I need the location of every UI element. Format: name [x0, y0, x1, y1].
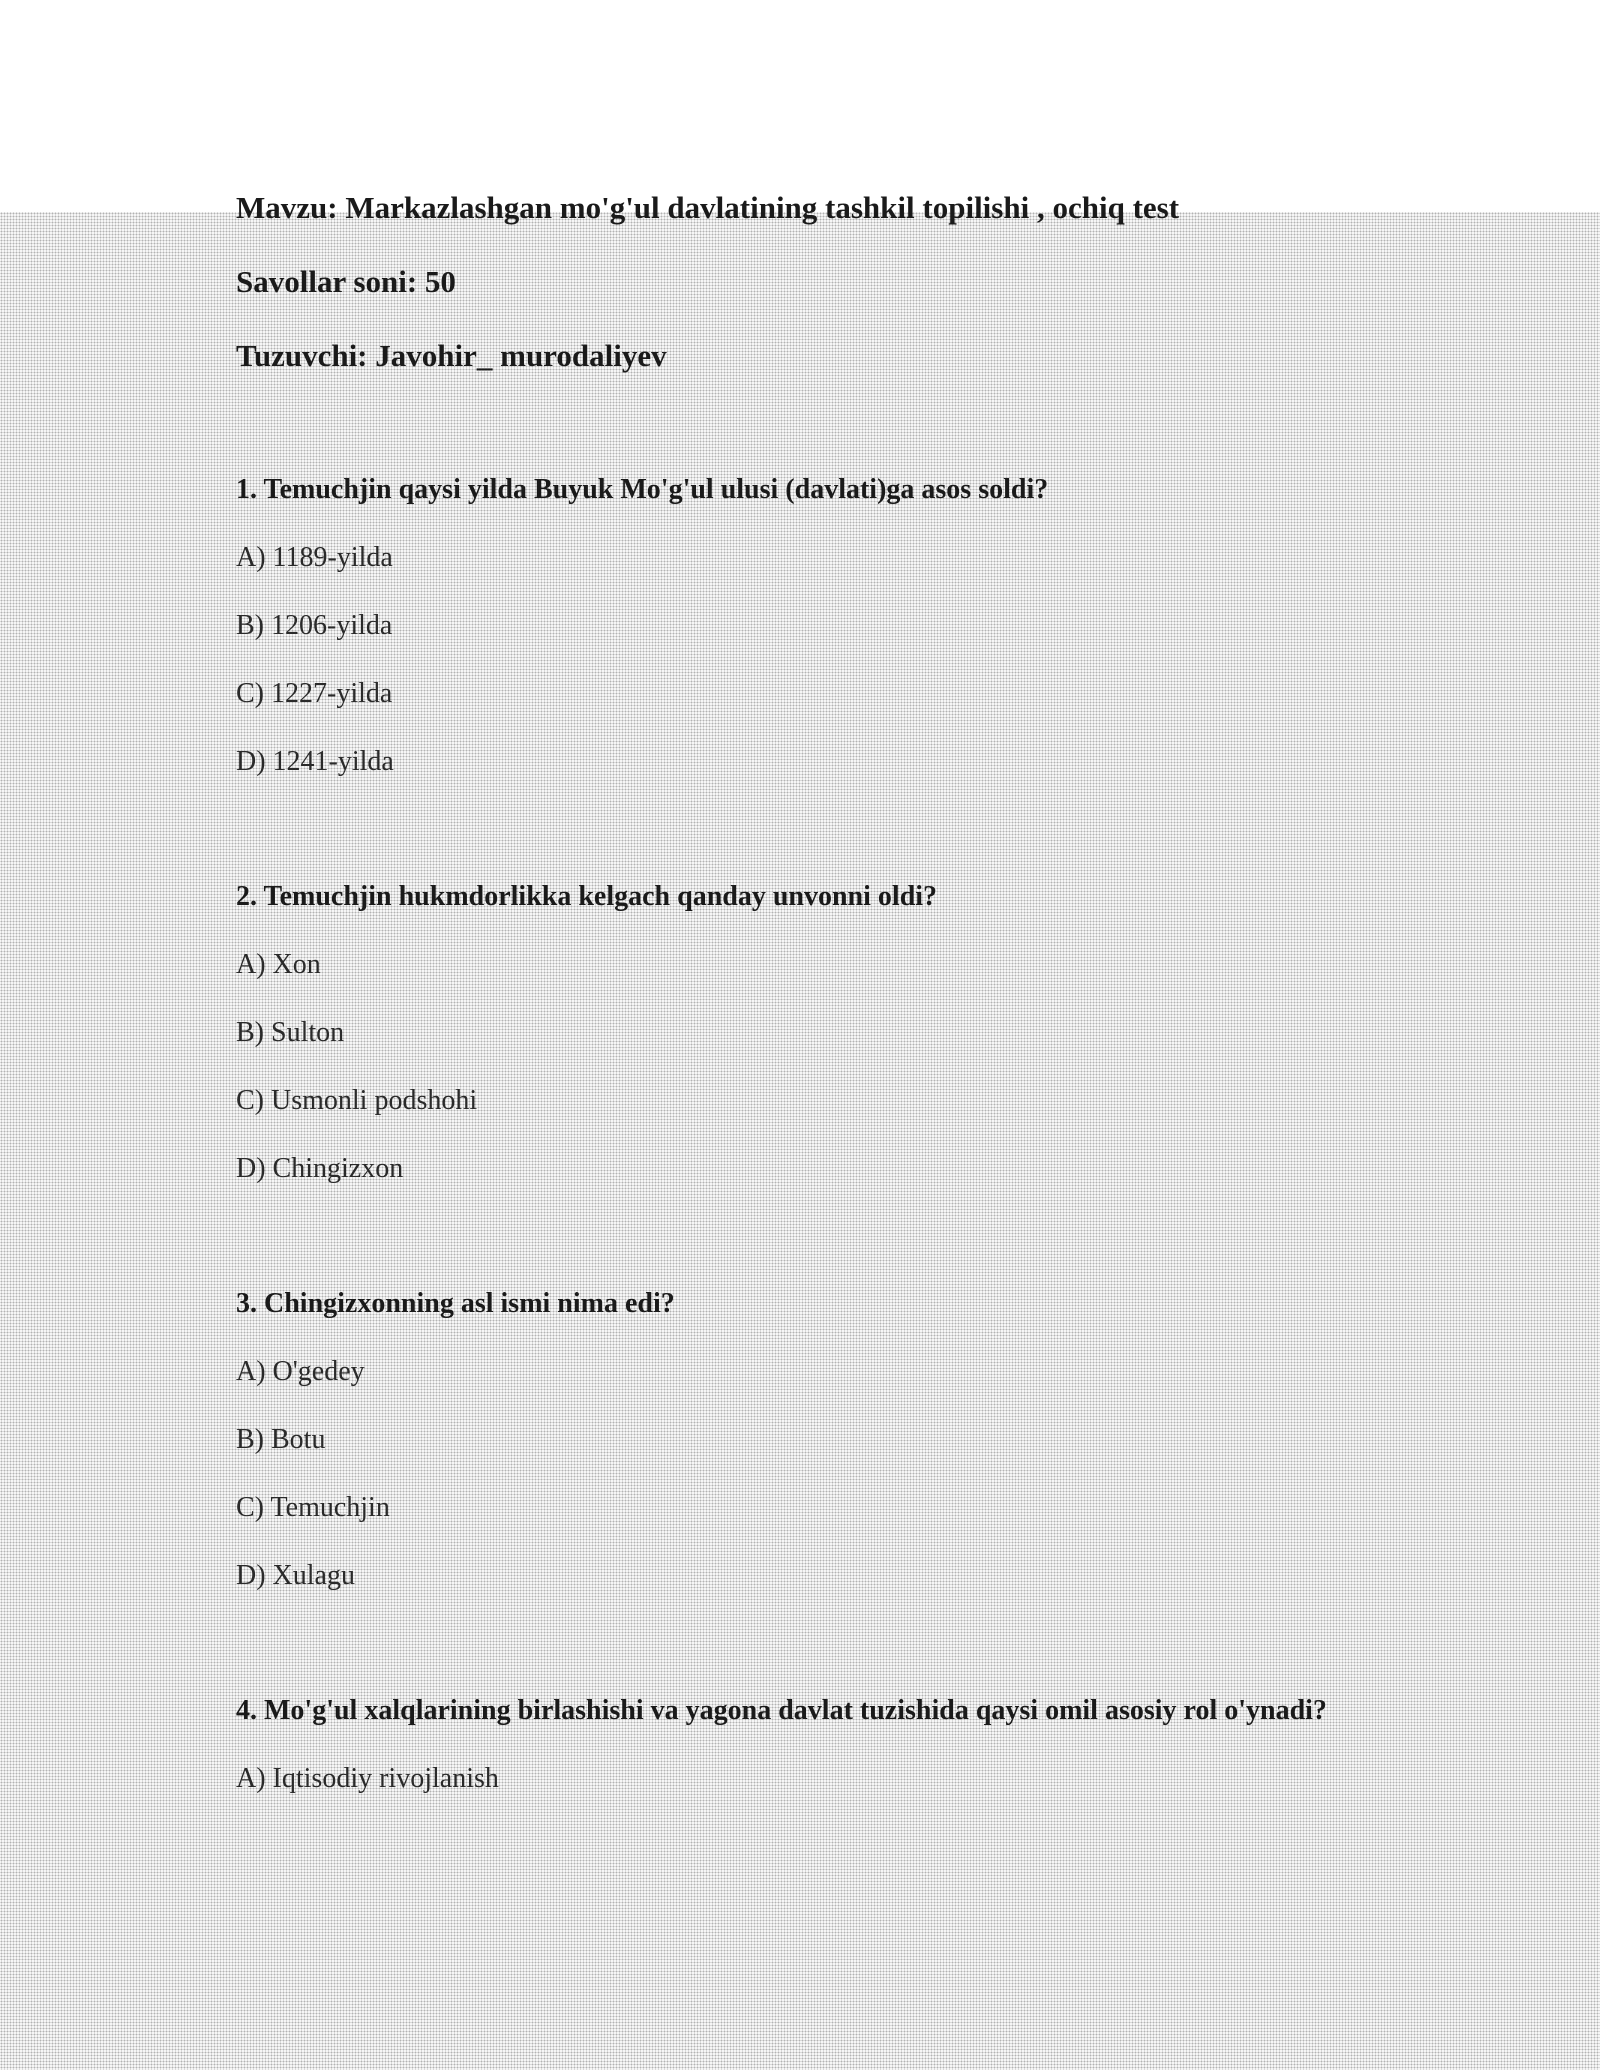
question-text: 4. Mo'g'ul xalqlarining birlashishi va yagona davlat tuzishida qaysi omil asosiy rol o'ynadi? — [236, 1695, 1327, 1726]
option-c: C) Usmonli podshohi — [236, 1085, 478, 1116]
question-text: 1. Temuchjin qaysi yilda Buyuk Mo'g'ul ulusi (davlati)ga asos soldi? — [236, 474, 1049, 505]
option-a: A) Xon — [236, 949, 321, 980]
option-d: D) Xulagu — [236, 1560, 355, 1591]
document-header — [236, 188, 1356, 376]
option-b: B) Botu — [236, 1424, 326, 1455]
page-top-margin — [0, 0, 1600, 212]
question-4 — [236, 1690, 1356, 1800]
option-c: C) Temuchjin — [236, 1492, 390, 1523]
option-c: C) 1227-yilda — [236, 678, 393, 709]
question-count: Savollar soni: 50 — [236, 264, 456, 299]
option-d: D) Chingizxon — [236, 1153, 404, 1184]
author-line: Tuzuvchi: Javohir_ murodaliyev — [236, 338, 667, 373]
question-text: 2. Temuchjin hukmdorlikka kelgach qanday unvonni oldi? — [236, 881, 938, 912]
document-content — [236, 188, 1356, 1893]
option-a: A) 1189-yilda — [236, 542, 393, 573]
option-a: A) O'gedey — [236, 1356, 365, 1387]
option-b: B) 1206-yilda — [236, 610, 393, 641]
question-text: 3. Chingizxonning asl ismi nima edi? — [236, 1288, 675, 1319]
option-b: B) Sulton — [236, 1017, 345, 1048]
question-1 — [236, 469, 1356, 783]
question-2 — [236, 876, 1356, 1190]
option-a: A) Iqtisodiy rivojlanish — [236, 1763, 499, 1794]
option-d: D) 1241-yilda — [236, 746, 394, 777]
question-3 — [236, 1283, 1356, 1597]
topic-heading: Mavzu: Markazlashgan mo'g'ul davlatining tashkil topilishi , ochiq test — [236, 190, 1180, 225]
